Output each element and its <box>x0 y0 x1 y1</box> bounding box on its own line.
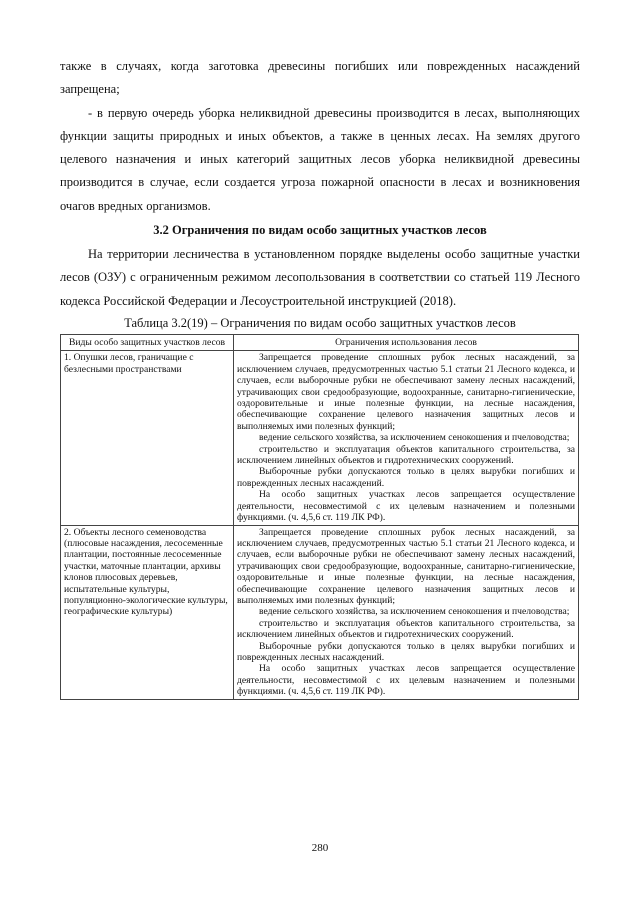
restriction-item: ведение сельского хозяйства, за исключением сенокошения и пчеловодства; <box>259 606 570 618</box>
section-heading: 3.2 Ограничения по видам особо защитных участков лесов <box>153 223 487 237</box>
restrictions-cell <box>234 525 579 699</box>
restriction-item: Выборочные рубки допускаются только в целях вырубки погибших и поврежденных лесных насаждений. <box>237 466 575 489</box>
page-number: 280 <box>311 842 329 854</box>
restriction-item: Выборочные рубки допускаются только в целях вырубки погибших и поврежденных лесных насаждений. <box>237 640 575 663</box>
header-cell-restrictions: Ограничения использования лесов <box>234 335 579 351</box>
table-caption: Таблица 3.2(19) – Ограничения по видам особо защитных участков лесов <box>124 316 516 330</box>
intro-text <box>60 55 580 218</box>
restrictions-table <box>60 334 579 700</box>
restriction-item: На особо защитных участках лесов запрещается осуществление деятельности, несовместимой с их целевым назначением и полезными функциями. (ч. 4,5,6 ст. 119 ЛК РФ). <box>237 489 575 524</box>
restriction-item: строительство и эксплуатация объектов капитального строительства, за исключением линейных объектов и гидротехнических сооружений. <box>237 443 575 467</box>
restrictions-cell <box>234 351 579 525</box>
restriction-item: строительство и эксплуатация объектов капитального строительства, за исключением линейных объектов и гидротехнических сооружений. <box>237 617 575 641</box>
zone-type-cell: 1. Опушки лесов, граничащие с безлесными пространствами <box>61 351 234 525</box>
restriction-item: Запрещается проведение сплошных рубок лесных насаждений, за исключением случаев, предусмотренных частью 5.1 статьи 21 Лесного кодекса, и случаев, если выборочные рубки не обеспечивают замену лесных насаждений, утрачивающих свои средообразующие, водоохранные, санитарно-гигиенические, оздоровительные и иные полезные функции, на лесные насаждения, обеспечивающие сохранение целевого назначения защитных лесов и выполняемых ими полезных функций; <box>237 526 575 606</box>
section-text <box>60 243 580 313</box>
table-header-row <box>61 335 579 351</box>
intro-paragraph-1: также в случаях, когда заготовка древесины погибших или поврежденных насаждений запрещена; <box>60 59 580 97</box>
restriction-item: На особо защитных участках лесов запрещается осуществление деятельности, несовместимой с их целевым назначением и полезными функциями. (ч. 4,5,6 ст. 119 ЛК РФ). <box>237 663 575 698</box>
header-cell-zone-type: Виды особо защитных участков лесов <box>61 335 234 351</box>
zone-type-cell: 2. Объекты лесного семеноводства (плюсовые насаждения, лесосеменные плантации, постоянные лесосеменные участки, маточные плантации, архивы клонов плюсовых деревьев, испытательные культуры, популяционно-экологические культуры, географические культуры) <box>61 525 234 699</box>
section-paragraph: На территории лесничества в установленном порядке выделены особо защитные участки лесов (ОЗУ) с ограниченным режимом лесопользования в соответствии со статьей 119 Лесного кодекса Российской Федерации и Лесоустроительной инструкцией (2018). <box>60 247 580 308</box>
table-row <box>61 525 579 699</box>
restriction-item: ведение сельского хозяйства, за исключением сенокошения и пчеловодства; <box>259 432 570 444</box>
table-row <box>61 351 579 525</box>
intro-paragraph-2: - в первую очередь уборка неликвидной древесины производится в лесах, выполняющих функции защиты природных и иных объектов, а также в ценных лесах. На землях другого целевого назначения и иных категорий защитных лесов уборка неликвидной древесины производится в случае, если создается угроза пожарной опасности в лесах и возникновения очагов вредных организмов. <box>60 105 580 213</box>
restriction-item: Запрещается проведение сплошных рубок лесных насаждений, за исключением случаев, предусмотренных частью 5.1 статьи 21 Лесного кодекса, и случаев, если выборочные рубки не обеспечивают замену лесных насаждений, утрачивающих свои средообразующие, водоохранные, санитарно-гигиенические, оздоровительные и иные полезные функции, на лесные насаждения, обеспечивающие сохранение целевого назначения защитных лесов и выполняемых ими полезных функций; <box>237 352 575 432</box>
